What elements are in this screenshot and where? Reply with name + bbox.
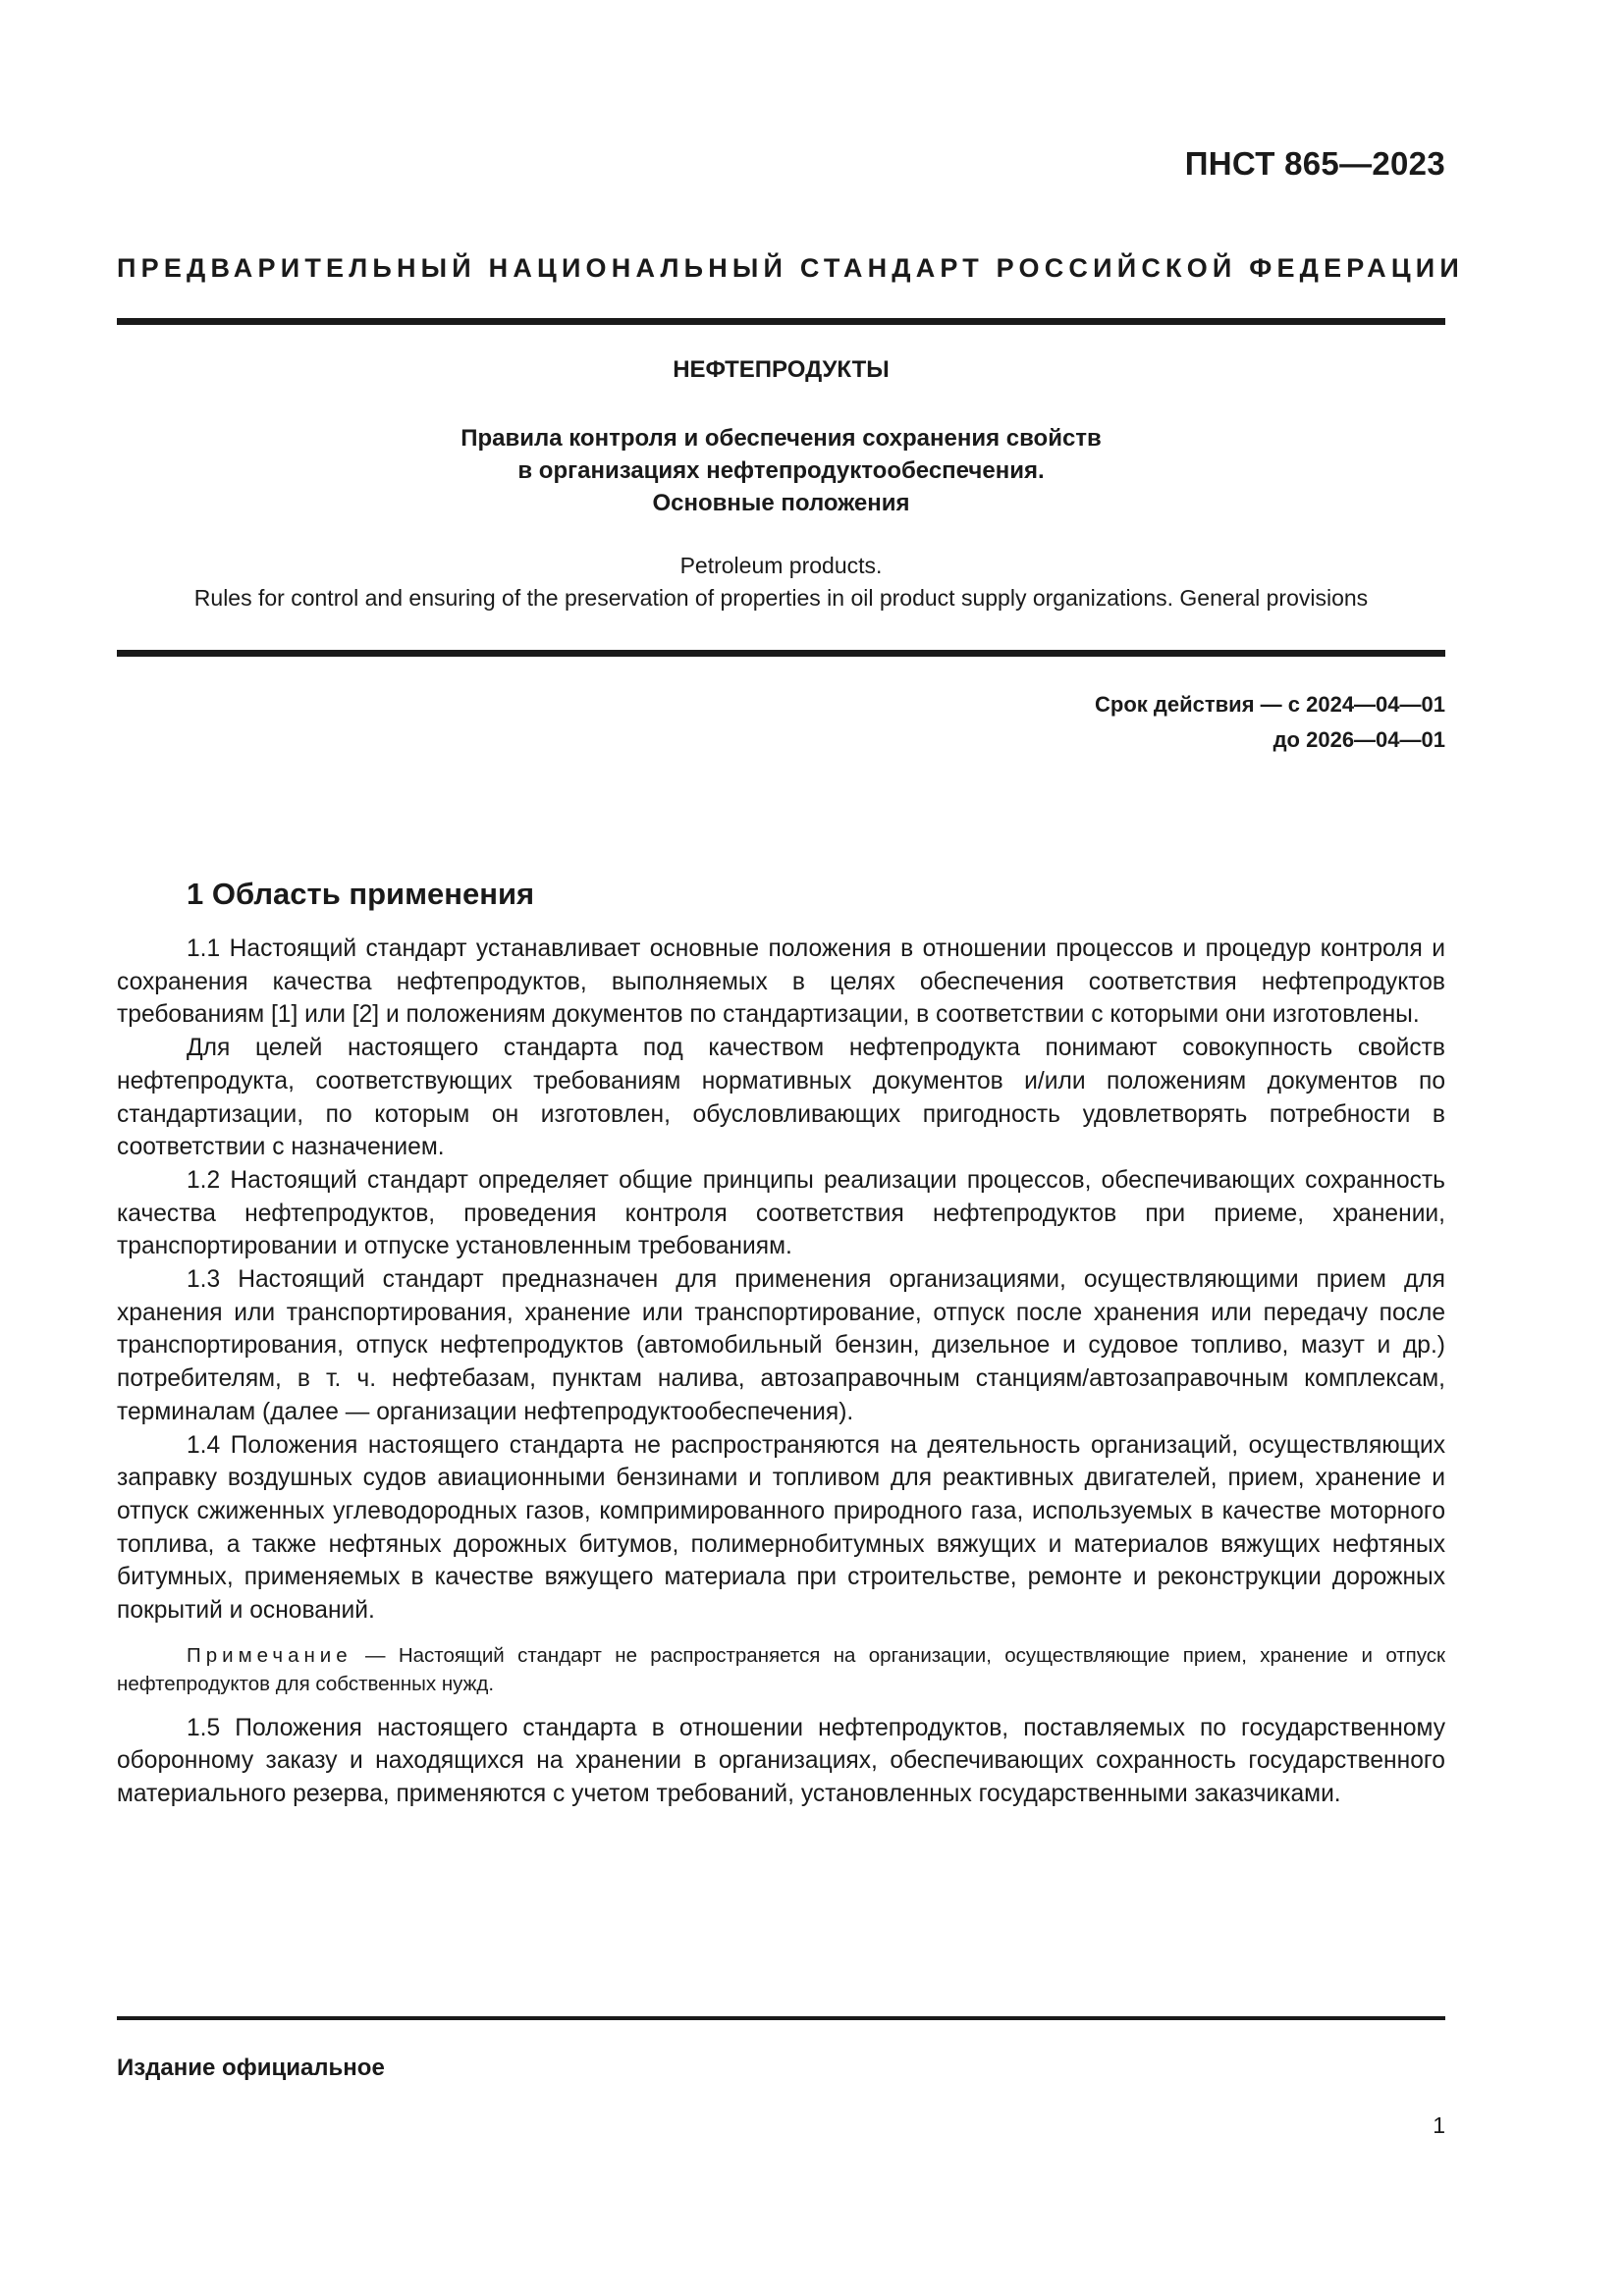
section-heading: 1 Область применения [187, 877, 535, 911]
note [117, 1641, 1445, 1698]
paragraph-1-3: 1.3 Настоящий стандарт предназначен для применения организациями, осуществляющими прием для хранения или транспортирования, хранение или транспортирование, отпуск после хранения или передачу после транспортирования, отпуск нефтепродуктов (автомобильный бензин, дизельное и судовое топливо, мазут и др.) потребителям, в т. ч. нефтебазам, пунктам налива, автозаправочным станциям/автозаправочным комплексам, терминалам (далее — организации нефтепродуктообеспечения). [117, 1266, 1445, 1425]
paragraph-1-4: 1.4 Положения настоящего стандарта не распространяются на деятельность организаций, осуществляющих заправку воздушных судов авиационными бензинами и топливом для реактивных двигателей, прием, хранение и отпуск сжиженных углеводородных газов, компримированного природного газа, используемых в качестве моторного топлива, а также нефтяных дорожных битумов, полимернобитумных вяжущих и материалов вяжущих нефтяных битумных, применяемых в качестве вяжущего материала при строительстве, ремонте и реконструкции дорожных покрытий и оснований. [117, 1431, 1445, 1625]
standard-type-header: ПРЕДВАРИТЕЛЬНЫЙ НАЦИОНАЛЬНЫЙ СТАНДАРТ РОССИЙСКОЙ ФЕДЕРАЦИИ [117, 253, 1464, 283]
paragraph-1-2: 1.2 Настоящий стандарт определяет общие принципы реализации процессов, обеспечивающих сохранность качества нефтепродуктов, проведения контроля соответствия нефтепродуктов при приеме, хранении, транспортировании и отпуске установленным требованиям. [117, 1166, 1445, 1260]
page-number: 1 [1433, 2112, 1445, 2138]
official-edition-label: Издание официальное [117, 2055, 385, 2081]
subtitle-line: Основные положения [652, 490, 910, 516]
middle-rule [117, 650, 1445, 657]
subtitle-line: в организациях нефтепродуктообеспечения. [517, 457, 1045, 484]
validity-start: Срок действия — с 2024—04—01 [1095, 692, 1445, 717]
paragraph-1-1: 1.1 Настоящий стандарт устанавливает основные положения в отношении процессов и процедур контроля и сохранения качества нефтепродуктов, выполняемых в целях обеспечения соответствия нефтепродуктов требованиям [1] или [2] и положениям документов по стандартизации, в соответствии с которыми они изготовлены. [117, 935, 1445, 1029]
subtitle [117, 422, 1445, 519]
english-title-line: Rules for control and ensuring of the preservation of properties in oil product supply organizations. General provisions [193, 585, 1369, 611]
english-title-line: Petroleum products. [679, 553, 883, 578]
subtitle-line: Правила контроля и обеспечения сохранения свойств [460, 425, 1102, 452]
note-label: Примечание [187, 1643, 352, 1667]
paragraph-1-5: 1.5 Положения настоящего стандарта в отношении нефтепродуктов, поставляемых по государственному оборонному заказу и находящихся на хранении в организациях, обеспечивающих сохранность государственного материального резерва, применяются с учетом требований, установленных государственными заказчиками. [117, 1714, 1445, 1808]
validity-end: до 2026—04—01 [1272, 727, 1445, 752]
footer-rule [117, 2016, 1445, 2020]
top-rule [117, 318, 1445, 325]
main-title: НЕФТЕПРОДУКТЫ [673, 356, 890, 383]
english-title [117, 550, 1445, 614]
note-text: — Настоящий стандарт не распространяется на организации, осуществляющие прием, хранение и отпуск нефтепродуктов для собственных нужд. [117, 1643, 1445, 1695]
validity-period [1095, 687, 1445, 758]
standard-code: ПНСТ 865—2023 [1184, 145, 1445, 182]
paragraph-1-1-definition: Для целей настоящего стандарта под качеством нефтепродукта понимают совокупность свойств нефтепродукта, соответствующих требованиям нормативных документов и/или положениям документов по стандартизации, по которым он изготовлен, обусловливающих пригодность удовлетворять потребности в соответствии с назначением. [117, 1035, 1445, 1161]
section-body [117, 933, 1445, 1811]
